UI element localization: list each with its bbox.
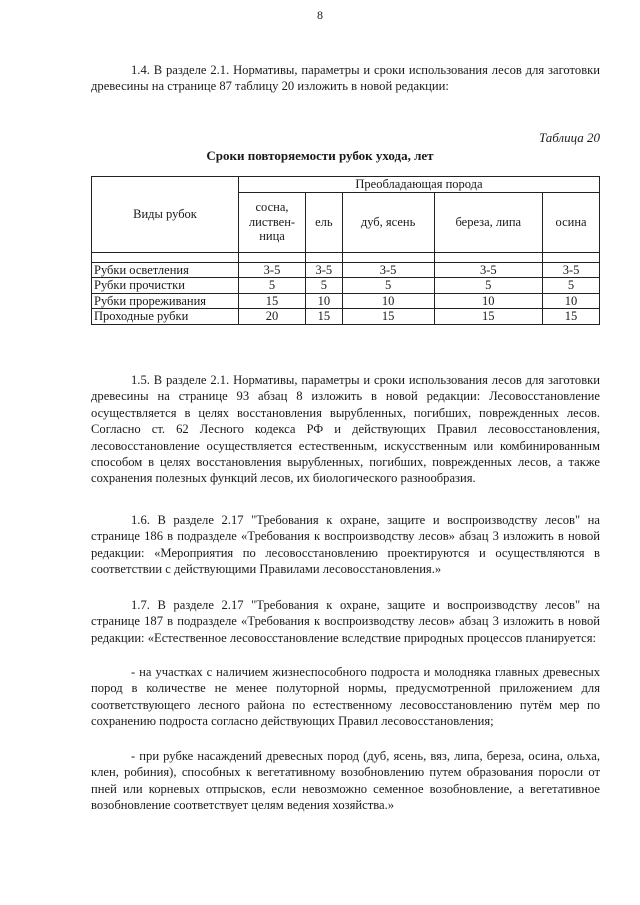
row-label: Рубки прореживания bbox=[92, 293, 239, 309]
table-header-row bbox=[92, 177, 600, 193]
header-dominant-species: Преобладающая порода bbox=[239, 177, 600, 193]
table-cell: 10 bbox=[306, 293, 343, 309]
paragraph-1-5 bbox=[91, 372, 600, 487]
table-row bbox=[92, 262, 600, 278]
table-cell: 5 bbox=[306, 278, 343, 294]
table-row bbox=[92, 293, 600, 309]
cutting-intervals-table bbox=[91, 176, 600, 325]
paragraph-1-6 bbox=[91, 512, 600, 578]
table-cell: 3-5 bbox=[342, 262, 434, 278]
paragraph-1-7-text: 1.7. В разделе 2.17 "Требования к охране, защите и воспроизводству лесов" на странице 187 в подразделе «Требования к воспроизводству лесов» абзац 3 изложить в новой редакции: «Естественное лесовосстановление вследствие природных процессов планируется: bbox=[91, 598, 600, 645]
table-cell: 5 bbox=[239, 278, 306, 294]
table-cell: 3-5 bbox=[543, 262, 600, 278]
paragraph-1-4-text: 1.4. В разделе 2.1. Нормативы, параметры и сроки использования лесов для заготовки древесины на странице 87 таблицу 20 изложить в новой редакции: bbox=[91, 63, 600, 94]
table-row bbox=[92, 309, 600, 325]
table-cell: 3-5 bbox=[434, 262, 543, 278]
table-cell: 10 bbox=[434, 293, 543, 309]
table-cell: 15 bbox=[543, 309, 600, 325]
table-cell: 15 bbox=[342, 309, 434, 325]
row-label: Проходные рубки bbox=[92, 309, 239, 325]
table-title: Сроки повторяемости рубок ухода, лет bbox=[206, 148, 434, 163]
table-cell: 10 bbox=[342, 293, 434, 309]
table-cell: 15 bbox=[434, 309, 543, 325]
paragraph-1-7-item-2-text: - при рубке насаждений древесных пород (дуб, ясень, вяз, липа, береза, осина, ольха, клен, робиния), способных к вегетативному возобновлению путем образования поросли от пней или корневых отпрысков, если невозможно семенное возобновление, а вегетативное возобновление соответствует целям ведения хозяйства.» bbox=[91, 749, 600, 813]
table-cell: 10 bbox=[543, 293, 600, 309]
row-label: Рубки прочистки bbox=[92, 278, 239, 294]
page-number: 8 bbox=[317, 8, 323, 22]
species-oak: дуб, ясень bbox=[342, 192, 434, 252]
table-cell: 5 bbox=[434, 278, 543, 294]
species-spruce: ель bbox=[306, 192, 343, 252]
species-aspen: осина bbox=[543, 192, 600, 252]
row-label: Рубки осветления bbox=[92, 262, 239, 278]
table-caption: Таблица 20 bbox=[538, 130, 600, 145]
header-cut-types: Виды рубок bbox=[92, 177, 239, 253]
paragraph-1-7-item-1 bbox=[91, 664, 600, 730]
species-pine: сосна, листвен-ница bbox=[239, 192, 306, 252]
table-row bbox=[92, 278, 600, 294]
table-cell: 5 bbox=[342, 278, 434, 294]
paragraph-1-7-item-2 bbox=[91, 748, 600, 814]
paragraph-1-4 bbox=[91, 62, 600, 95]
table-spacer-row bbox=[92, 252, 600, 262]
table-cell: 3-5 bbox=[239, 262, 306, 278]
paragraph-1-5-text: 1.5. В разделе 2.1. Нормативы, параметры и сроки использования лесов для заготовки древесины на странице 93 абзац 8 изложить в новой редакции: Лесовосстановление осуществляется в целях восстановления вырубленных, погибших, поврежденных лесов. Согласно ст. 62 Лесного кодекса РФ и действующих Правил лесовосстановления, лесовосстановление осуществляется естественным, искусственным или комбинированным способом в целях восстановления вырубленных, погибших, поврежденных лесов, а также сохранения полезных функций лесов, их биологического разнообразия. bbox=[91, 373, 600, 486]
paragraph-1-7 bbox=[91, 597, 600, 646]
table-cell: 5 bbox=[543, 278, 600, 294]
table-cell: 15 bbox=[306, 309, 343, 325]
paragraph-1-7-item-1-text: - на участках с наличием жизнеспособного подроста и молодняка главных древесных пород в количестве не менее полуторной нормы, предусмотренной приложением для соответствующего лесного района по естественному лесовосстановлению путём мер по сохранению подроста согласно действующих Правил лесовосстановления; bbox=[91, 665, 600, 729]
paragraph-1-6-text: 1.6. В разделе 2.17 "Требования к охране, защите и воспроизводству лесов" на странице 186 в подразделе «Требования к воспроизводству лесов» абзац 3 изложить в новой редакции: «Мероприятия по лесовосстановлению проектируются и осуществляются в соответствии с действующими Правилами лесовосстановления.» bbox=[91, 513, 600, 577]
species-birch: береза, липа bbox=[434, 192, 543, 252]
table-cell: 20 bbox=[239, 309, 306, 325]
table-cell: 15 bbox=[239, 293, 306, 309]
table-cell: 3-5 bbox=[306, 262, 343, 278]
